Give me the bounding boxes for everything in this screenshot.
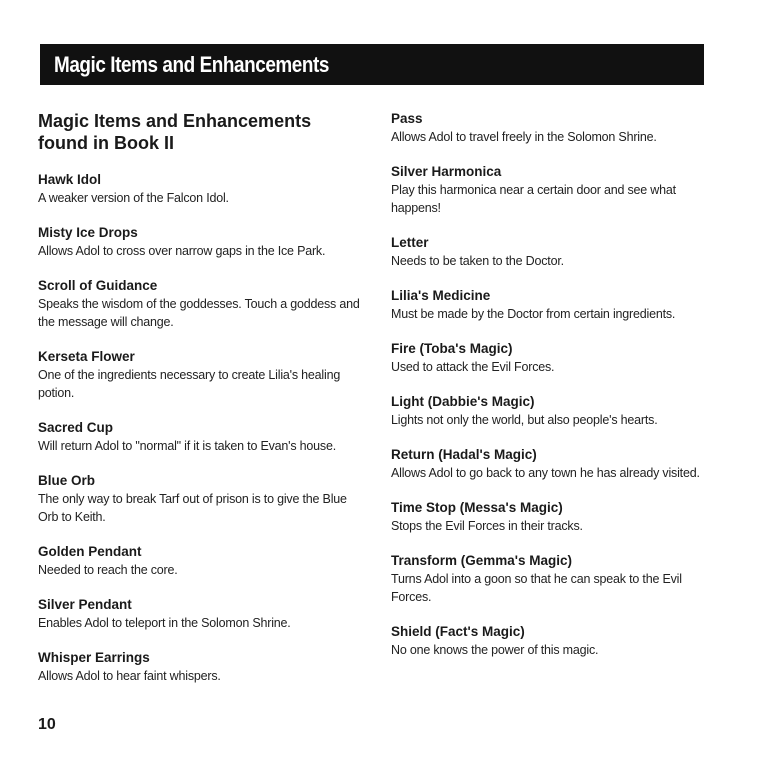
item-description: Stops the Evil Forces in their tracks. xyxy=(391,519,583,533)
item-entry xyxy=(38,224,368,260)
item-description: No one knows the power of this magic. xyxy=(391,643,599,657)
item-name: Golden Pendant xyxy=(38,544,142,559)
item-name: Hawk Idol xyxy=(38,172,102,187)
item-description: Used to attack the Evil Forces. xyxy=(391,360,555,374)
banner-title: Magic Items and Enhancements xyxy=(54,51,329,77)
item-name: Kerseta Flower xyxy=(38,349,135,364)
item-entry xyxy=(38,543,368,579)
item-name: Transform (Gemma's Magic) xyxy=(391,553,573,568)
item-description: Play this harmonica near a certain door and see what happens! xyxy=(391,183,676,215)
item-entry xyxy=(391,623,711,659)
page-banner xyxy=(40,44,704,85)
item-name: Letter xyxy=(391,235,429,250)
item-name: Silver Harmonica xyxy=(391,164,502,179)
section-title: Magic Items and Enhancements found in Book II xyxy=(38,111,312,153)
item-description: Will return Adol to "normal" if it is taken to Evan's house. xyxy=(38,439,337,453)
item-entry xyxy=(391,110,711,146)
item-entry xyxy=(38,649,368,685)
item-entry xyxy=(38,277,368,331)
item-description: Allows Adol to travel freely in the Solomon Shrine. xyxy=(391,130,657,144)
item-name: Blue Orb xyxy=(38,473,96,488)
item-entry xyxy=(391,552,711,606)
item-entry xyxy=(391,393,711,429)
item-name: Light (Dabbie's Magic) xyxy=(391,394,535,409)
item-entry xyxy=(391,287,711,323)
item-entry xyxy=(38,419,368,455)
item-entry xyxy=(38,171,368,207)
item-description: Enables Adol to teleport in the Solomon Shrine. xyxy=(38,616,291,630)
item-name: Scroll of Guidance xyxy=(38,278,158,293)
item-name: Fire (Toba's Magic) xyxy=(391,341,513,356)
item-entry xyxy=(38,596,368,632)
item-description: Needed to reach the core. xyxy=(38,563,178,577)
item-description: A weaker version of the Falcon Idol. xyxy=(38,191,229,205)
item-entry xyxy=(391,446,711,482)
item-name: Return (Hadal's Magic) xyxy=(391,447,537,462)
item-name: Pass xyxy=(391,111,423,126)
item-description: Allows Adol to go back to any town he has already visited. xyxy=(391,466,700,480)
item-entry xyxy=(391,499,711,535)
item-entry xyxy=(38,348,368,402)
item-entry xyxy=(391,163,711,217)
item-entry xyxy=(38,472,368,526)
item-name: Misty Ice Drops xyxy=(38,225,138,240)
left-item-list xyxy=(38,171,368,685)
page-number: 10 xyxy=(38,716,56,733)
item-description: Allows Adol to hear faint whispers. xyxy=(38,669,221,683)
item-name: Whisper Earrings xyxy=(38,650,150,665)
item-name: Lilia's Medicine xyxy=(391,288,491,303)
item-description: Turns Adol into a goon so that he can speak to the Evil Forces. xyxy=(391,572,682,604)
item-name: Sacred Cup xyxy=(38,420,114,435)
item-description: Needs to be taken to the Doctor. xyxy=(391,254,564,268)
item-entry xyxy=(391,340,711,376)
item-description: The only way to break Tarf out of prison is to give the Blue Orb to Keith. xyxy=(38,492,347,524)
item-name: Time Stop (Messa's Magic) xyxy=(391,500,563,515)
item-description: Speaks the wisdom of the goddesses. Touch a goddess and the message will change. xyxy=(38,297,360,329)
item-name: Shield (Fact's Magic) xyxy=(391,624,525,639)
item-entry xyxy=(391,234,711,270)
left-column xyxy=(38,110,368,702)
item-description: Must be made by the Doctor from certain ingredients. xyxy=(391,307,676,321)
item-description: One of the ingredients necessary to create Lilia's healing potion. xyxy=(38,368,341,400)
item-description: Allows Adol to cross over narrow gaps in the Ice Park. xyxy=(38,244,326,258)
item-description: Lights not only the world, but also people's hearts. xyxy=(391,413,658,427)
item-name: Silver Pendant xyxy=(38,597,132,612)
right-column xyxy=(391,110,711,676)
